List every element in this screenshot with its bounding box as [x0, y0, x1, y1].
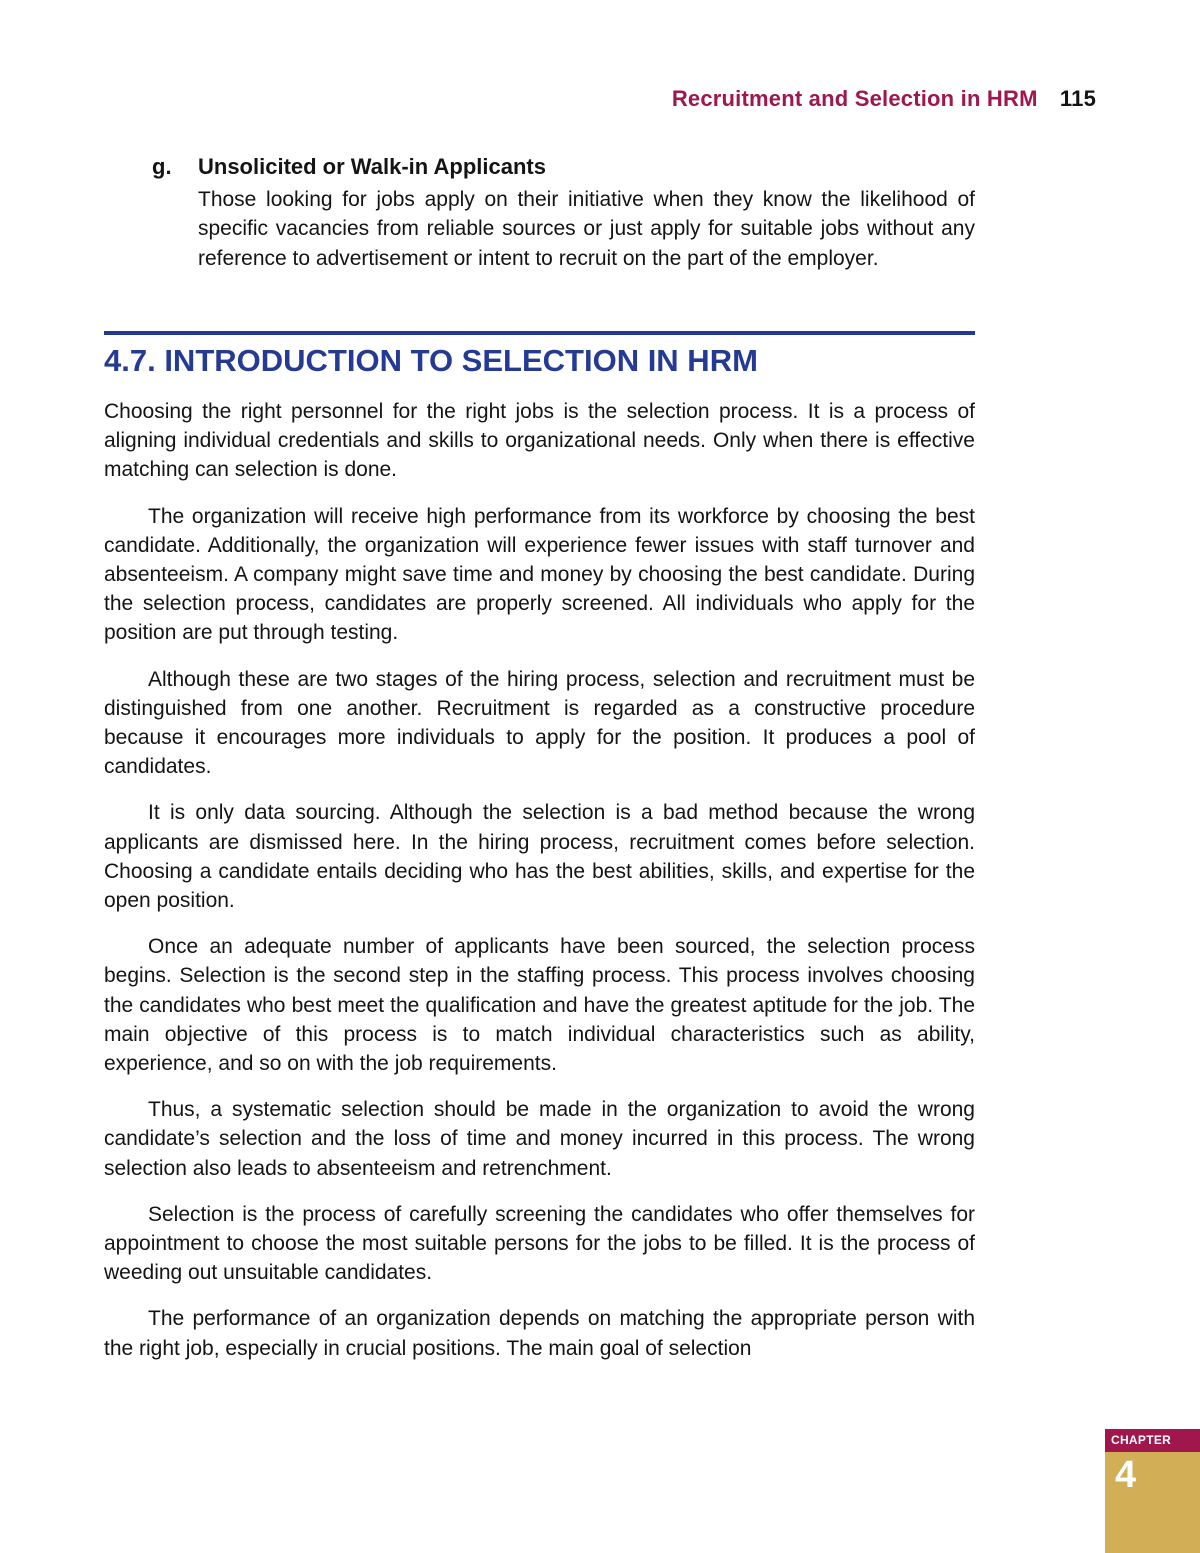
paragraph: The organization will receive high performance from its workforce by choosing the best candidate. Additionally, the organization will experience fewer issues with staff turnover and absenteeism. A company might save time and money by choosing the best candidate. During the selection process, candidates are properly screened. All individuals who apply for the position are put through testing. — [104, 504, 975, 645]
paragraph: Selection is the process of carefully screening the candidates who offer themselves for appointment to choose the most suitable persons for the jobs to be filled. It is the process of weeding out unsuitable candidates. — [104, 1202, 975, 1285]
running-head-title: Recruitment and Selection in HRM — [671, 86, 1038, 111]
paragraph: Once an adequate number of applicants have been sourced, the selection process begins. Selection is the second step in the staffing process. This process involves choosing the candidates who best meet the qualification and have the greatest aptitude for the job. The main objective of this process is to match individual characteristics such as ability, experience, and so on with the job requirements. — [104, 935, 975, 1076]
list-item-title: Unsolicited or Walk-in Applicants — [198, 154, 546, 179]
paragraph: It is only data sourcing. Although the selection is a bad method because the wrong applicants are dismissed here. In the hiring process, recruitment comes before selection. Choosing a candidate entails deciding who has the best abilities, skills, and expertise for the open position. — [104, 801, 975, 913]
paragraph: Choosing the right personnel for the right jobs is the selection process. It is a process of aligning individual credentials and skills to organizational needs. Only when there is effective matching can selection is done. — [104, 400, 975, 482]
list-item-body: Those looking for jobs apply on their initiative when they know the likelihood of specific vacancies from reliable sources or just apply for suitable jobs without any reference to advertisement or intent to recruit on the part of the employer. — [198, 188, 975, 270]
chapter-tab-label: CHAPTER — [1105, 1429, 1200, 1452]
running-head — [672, 86, 1096, 112]
page-number: 115 — [1059, 86, 1096, 111]
paragraph: Although these are two stages of the hiring process, selection and recruitment must be distinguished from one another. Recruitment is regarded as a constructive procedure because it encourages more individuals to apply for the position. It produces a pool of candidates. — [104, 667, 975, 779]
paragraph: The performance of an organization depends on matching the appropriate person with the right job, especially in crucial positions. The main goal of selection — [104, 1307, 975, 1360]
section-body — [104, 397, 975, 1380]
section-divider — [104, 331, 975, 335]
paragraph: Thus, a systematic selection should be made in the organization to avoid the wrong candidate’s selection and the loss of time and money incurred in this process. The wrong selection also leads to absenteeism and retrenchment. — [104, 1098, 975, 1180]
list-item-g — [152, 153, 975, 273]
list-item-heading — [152, 153, 975, 181]
chapter-tab — [1105, 1429, 1200, 1553]
list-item-letter: g. — [152, 154, 172, 179]
chapter-tab-number: 4 — [1115, 1454, 1137, 1496]
section-heading: 4.7. INTRODUCTION TO SELECTION IN HRM — [104, 343, 758, 378]
